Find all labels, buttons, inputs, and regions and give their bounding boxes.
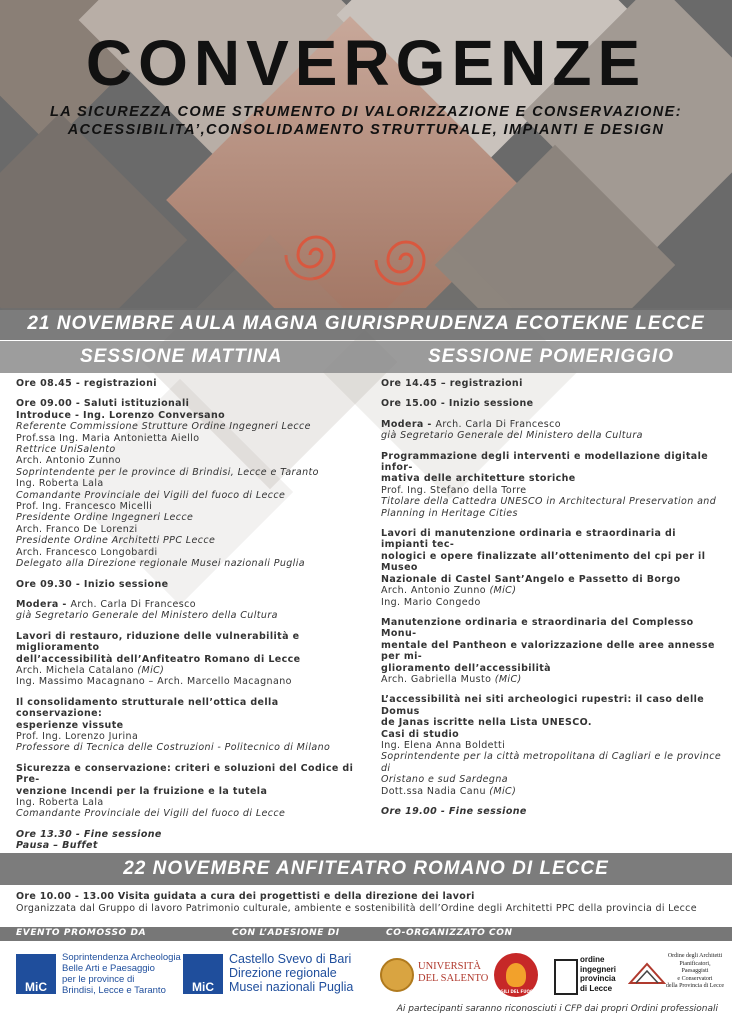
promoted-by-label: EVENTO PROMOSSO DA xyxy=(16,928,147,938)
programme-spacer xyxy=(16,820,361,829)
programme-line: Ore 09.00 - Saluti istituzionali xyxy=(16,398,190,410)
architetti-line5: della Provincia di Lecce xyxy=(665,983,725,989)
programme-line: Arch. Antonio Zunno xyxy=(16,455,122,467)
afternoon-programme xyxy=(381,378,726,817)
event-title: CONVERGENZE xyxy=(85,27,647,99)
hero-photo-collage xyxy=(0,0,732,310)
programme-line: Professore di Tecnica delle Costruzioni - Politecnico di Milano xyxy=(16,742,331,754)
programme-line: Ing. Roberta Lala xyxy=(16,797,104,808)
cfp-footer-note: Ai partecipanti saranno riconosciuti i CFP dai propri Ordini professionali xyxy=(396,1004,718,1014)
programme-line: già Segretario Generale del Ministero della Cultura xyxy=(16,610,278,622)
programme-line: Introduce - Ing. Lorenzo Conversano xyxy=(16,409,226,421)
programme-line: Pausa – Buffet xyxy=(16,840,98,852)
programme-line: Planning in Heritage Cities xyxy=(381,507,518,519)
programme-line: Rettrice UniSalento xyxy=(16,444,116,456)
ingegneri-line2: ingegneri xyxy=(580,964,617,974)
soprintendenza-logo xyxy=(16,952,206,998)
musei-line2: Direzione regionale xyxy=(229,966,337,980)
programme-spacer xyxy=(381,797,726,806)
programme-line: Programmazione degli interventi e modellazione digitale infor- xyxy=(381,450,709,474)
programme-line: venzione Incendi per la fruizione e la tutela xyxy=(16,785,268,797)
afternoon-session-label: SESSIONE POMERIGGIO xyxy=(428,346,674,367)
programme-spacer xyxy=(381,608,726,617)
day2-banner: 22 NOVEMBRE ANFITEATRO ROMANO DI LECCE xyxy=(0,853,732,885)
ingegneri-line4: di Lecce xyxy=(580,983,613,993)
programme-line: mativa delle architetture storiche xyxy=(381,473,576,485)
programme-spacer xyxy=(16,389,361,398)
programme-line: Modera - Arch. Carla Di Francesco xyxy=(381,418,561,430)
ordine-ingegneri-logo xyxy=(554,953,626,997)
programme-line: Presidente Ordine Architetti PPC Lecce xyxy=(16,535,216,547)
morning-session-label: SESSIONE MATTINA xyxy=(80,346,283,367)
programme-line: Soprintendente per la città metropolitana di Cagliari e le province di xyxy=(381,751,722,774)
programme-spacer xyxy=(381,685,726,694)
day2-details xyxy=(16,891,726,915)
programme-line: Ore 09.30 - Inizio sessione xyxy=(16,578,169,590)
vvf-text: VIGILI DEL FUOCO xyxy=(495,989,537,994)
programme-line: Presidente Ordine Ingegneri Lecce xyxy=(16,512,194,524)
programme-line: Casi di studio xyxy=(381,728,460,740)
programme-line: Ing. Roberta Lala xyxy=(16,478,104,490)
programme-line: Ore 08.45 - registrazioni xyxy=(16,378,157,389)
event-subtitle-line1: LA SICUREZZA COME STRUMENTO DI VALORIZZAZIONE E CONSERVAZIONE: xyxy=(50,104,682,120)
flame-icon xyxy=(506,963,526,987)
programme-line: Prof. Ing. Francesco Micelli xyxy=(16,501,153,513)
programme-spacer xyxy=(381,442,726,451)
soprintendenza-line1: Soprintendenza Archeologia xyxy=(62,952,181,963)
ingegneri-line3: provincia xyxy=(580,974,616,983)
vigili-del-fuoco-logo xyxy=(494,953,538,997)
programme-line: Arch. Antonio Zunno (MiC) xyxy=(381,585,517,597)
programme-line: Il consolidamento strutturale nell’ottica della conservazione: xyxy=(16,696,279,720)
programme-line: Arch. Franco De Lorenzi xyxy=(16,523,138,535)
architetti-line4: e Conservatori xyxy=(677,975,713,982)
programme-line: de Janas iscritte nella Lista UNESCO. xyxy=(381,717,592,729)
programme-line: mentale del Pantheon e valorizzazione delle aree annesse per mi- xyxy=(381,639,715,663)
architetti-line2: Pianificatori, xyxy=(679,960,711,967)
programme-line: Ore 19.00 - Fine sessione xyxy=(381,806,527,817)
coorganized-label: CO-ORGANIZZATO CON xyxy=(386,928,513,938)
musei-line3: Musei nazionali Puglia xyxy=(229,980,354,994)
programme-line: Arch. Michela Catalano (MiC) xyxy=(16,664,165,676)
programme-line: dell’accessibilità dell’Anfiteatro Romano di Lecce xyxy=(16,653,301,665)
unisalento-line1: UNIVERSITÀ xyxy=(418,961,481,972)
mic-badge-icon: MiC xyxy=(16,954,56,994)
musei-line1: Castello Svevo di Bari xyxy=(229,952,352,966)
programme-spacer xyxy=(16,590,361,599)
ingegneri-emblem-icon xyxy=(554,959,578,995)
programme-line: Ing. Elena Anna Boldetti xyxy=(381,739,506,751)
programme-line: Lavori di restauro, riduzione delle vulnerabilità e miglioramento xyxy=(16,630,300,654)
programme-line: Soprintendente per le province di Brindisi, Lecce e Taranto xyxy=(16,466,319,478)
programme-line: Comandante Provinciale dei Vigili del fuoco di Lecce xyxy=(16,808,286,820)
programme-line: Arch. Gabriella Musto (MiC) xyxy=(381,673,522,685)
programme-line: Sicurezza e conservazione: criteri e soluzioni del Codice di Pre- xyxy=(16,762,354,786)
university-seal-icon xyxy=(380,958,414,992)
unisalento-line2: DEL SALENTO xyxy=(418,973,489,984)
programme-line: Ore 14.45 – registrazioni xyxy=(381,378,523,389)
programme-line: Manutenzione ordinaria e straordinaria del Complesso Monu- xyxy=(381,616,694,640)
programme-line: Comandante Provinciale dei Vigili del fuoco di Lecce xyxy=(16,489,286,501)
programme-line: Nazionale di Castel Sant’Angelo e Passetto di Borgo xyxy=(381,573,681,585)
programme-line: nologici e opere finalizzate all’ottenimento del cpi per il Museo xyxy=(381,550,706,574)
programme-line: Ing. Massimo Macagnano – Arch. Marcello Macagnano xyxy=(16,676,292,688)
programme-spacer xyxy=(16,622,361,631)
programme-line: Modera - Arch. Carla Di Francesco xyxy=(16,598,196,610)
programme-line: Prof. Ing. Stefano della Torre xyxy=(381,484,527,496)
sessions-header xyxy=(0,341,732,373)
ingegneri-line1: ordine xyxy=(580,955,605,964)
programme-spacer xyxy=(381,389,726,398)
programme-line: Prof.ssa Ing. Maria Antonietta Aiello xyxy=(16,432,200,444)
day2-visit-line: Ore 10.00 - 13.00 Visita guidata a cura dei progettisti e della direzione dei lavori xyxy=(16,891,475,902)
soprintendenza-line4: Brindisi, Lecce e Taranto xyxy=(62,985,166,996)
architetti-line3: Paesaggisti xyxy=(681,968,709,974)
musei-puglia-logo xyxy=(183,952,373,998)
programme-spacer xyxy=(16,570,361,579)
programme-line: Oristano e sud Sardegna xyxy=(381,774,508,786)
day1-banner: 21 NOVEMBRE AULA MAGNA GIURISPRUDENZA ECOTEKNE LECCE xyxy=(0,308,732,340)
day2-organizer-line: Organizzata dal Gruppo di lavoro Patrimonio culturale, ambiente e sostenibilità dell’Ordine degli Architetti PPC della provincia di Lecce xyxy=(16,903,697,914)
ordine-architetti-logo xyxy=(628,953,728,999)
programme-line: Delegato alla Direzione regionale Musei nazionali Puglia xyxy=(16,558,305,570)
programme-line: Prof. Ing. Lorenzo Jurina xyxy=(16,730,139,742)
collage-photo-tile xyxy=(0,113,187,310)
programme-line: glioramento dell’accessibilità xyxy=(381,662,551,674)
programme-line: Titolare della Cattedra UNESCO in Architectural Preservation and xyxy=(381,496,717,508)
programme-line: Ore 13.30 - Fine sessione xyxy=(16,828,162,840)
programme-line: Referente Commissione Strutture Ordine Ingegneri Lecce xyxy=(16,421,311,433)
programme-line: Arch. Francesco Longobardi xyxy=(16,546,158,558)
programme-line: Dott.ssa Nadia Canu (MiC) xyxy=(381,785,517,797)
architetti-emblem-icon xyxy=(628,961,666,985)
mic-badge-icon: MiC xyxy=(183,954,223,994)
morning-programme xyxy=(16,378,361,852)
programme-spacer xyxy=(381,519,726,528)
programme-line: già Segretario Generale del Ministero della Cultura xyxy=(381,430,643,442)
unisalento-logo xyxy=(380,955,490,995)
programme-line: esperienze vissute xyxy=(16,719,124,731)
support-label: CON L’ADESIONE DI xyxy=(232,928,340,938)
programme-spacer xyxy=(16,688,361,697)
soprintendenza-line2: Belle Arti e Paesaggio xyxy=(62,963,155,974)
programme-line: L’accessibilità nei siti archeologici rupestri: il caso delle Domus xyxy=(381,694,705,717)
architetti-line1: Ordine degli Architetti xyxy=(667,953,723,959)
event-subtitle-line2: ACCESSIBILITA’,CONSOLIDAMENTO STRUTTURALE, IMPIANTI E DESIGN xyxy=(67,122,665,138)
programme-line: Ore 15.00 - Inizio sessione xyxy=(381,398,534,410)
programme-line: Ing. Mario Congedo xyxy=(381,596,481,608)
programme-spacer xyxy=(16,754,361,763)
soprintendenza-line3: per le province di xyxy=(62,974,135,985)
programme-line: Lavori di manutenzione ordinaria e straordinaria di impianti tec- xyxy=(381,528,676,551)
programme-spacer xyxy=(381,410,726,419)
